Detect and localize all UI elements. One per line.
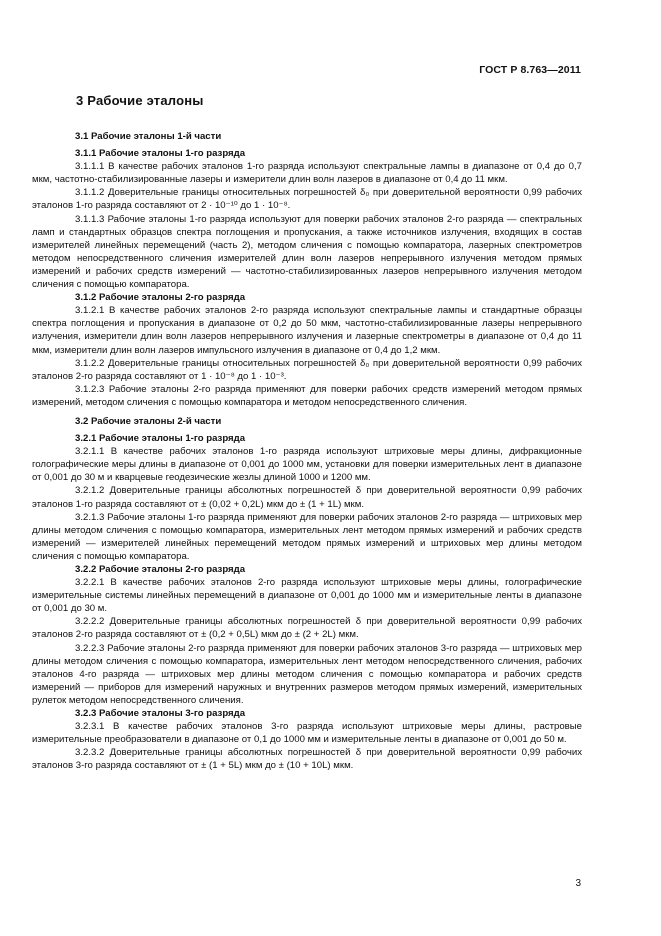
subsection-heading: 3.1.2 Рабочие эталоны 2-го разряда	[75, 292, 246, 304]
paragraph: 3.1.2.3 Рабочие эталоны 2-го разряда применяют для поверки рабочих средств измерений методом прямых измерений, методом сличения с помощью компаратора и методом непосредственного сличения.	[32, 383, 582, 408]
document-header: ГОСТ Р 8.763—2011	[479, 64, 581, 76]
subsection-heading: 3.2.3 Рабочие эталоны 3-го разряда	[75, 708, 246, 720]
paragraph: 3.2.3.1 В качестве рабочих эталонов 3-го разряда используют штриховые меры длины, растровые измерительные преобразователи в диапазоне от 0,1 до 1000 мм и измерительные ленты в диапазоне от 0,001 до 50 м.	[32, 721, 582, 746]
paragraph: 3.2.1.2 Доверительные границы абсолютных погрешностей δ при доверительной вероятности 0,99 рабочих эталонов 1-го разряда составляют от ± (0,02 + 0,2L) мкм до ± (1 + 1L) мкм.	[32, 485, 582, 510]
subsection-heading: 3.1.1 Рабочие эталоны 1-го разряда	[75, 148, 246, 160]
subsection-heading: 3.2.1 Рабочие эталоны 1-го разряда	[75, 433, 246, 445]
section-title: 3 Рабочие эталоны	[76, 93, 204, 108]
paragraph: 3.2.2.3 Рабочие эталоны 2-го разряда применяют для поверки рабочих эталонов 3-го разряда — штриховых мер длины методом сличения с помощью компаратора, измерительных лент методом непосредственного сличения, рабочих эталонов 4-го разряда — штриховых мер длины методом сличения с помощью компаратора и рабочих средств измерений — приборов для измерений наружных и внутренних размеров методом прямых измерений, измерительных рулеток методом непосредственного сличения.	[32, 642, 582, 706]
paragraph: 3.2.1.3 Рабочие эталоны 1-го разряда применяют для поверки рабочих эталонов 2-го разряда — штриховых мер длины методом сличения с помощью компаратора, измерительных лент методом прямых измерений и рабочих средств измерений — измерителей линейных перемещений методом прямых измерений и штриховых мер длины методом сличения с помощью компаратора.	[32, 511, 582, 562]
paragraph: 3.2.2.2 Доверительные границы абсолютных погрешностей δ при доверительной вероятности 0,99 рабочих эталонов 2-го разряда составляют от ± (0,2 + 0,5L) мкм до ± (2 + 2L) мкм.	[32, 616, 582, 641]
paragraph: 3.1.1.3 Рабочие эталоны 1-го разряда используют для поверки рабочих эталонов 2-го разряда — спектральных ламп и стандартных образцов спектра поглощения и пропускания, а также источников излучения, входящих в состав измерителей линейных перемещений (часть 2), методом сличения с помощью компаратора, лазерных спектрометров методом непосредственного сличения измерителей длин волн лазеров непрерывного излучения методом прямых измерений и рабочих средств измерений — частотно-стабилизированных лазеров непрерывного излучения методом сличения с помощью компаратора.	[32, 213, 582, 291]
document-body	[32, 124, 582, 773]
paragraph: 3.1.2.2 Доверительные границы относительных погрешностей δ₀ при доверительной вероятности 0,99 рабочих эталонов 2-го разряда составляют от 1 · 10⁻⁸ до 1 · 10⁻³.	[32, 357, 582, 382]
paragraph: 3.2.1.1 В качестве рабочих эталонов 1-го разряда используют штриховые меры длины, дифракционные голографические меры длины в диапазоне от 0,001 до 1000 мм, установки для поверки измерительных лент в диапазоне от 0,001 до 30 м и кварцевые геодезические жезлы длиной 1000 и 1200 мм.	[32, 446, 582, 484]
paragraph: 3.2.2.1 В качестве рабочих эталонов 2-го разряда используют штриховые меры длины, голографические измерительные системы линейных перемещений в диапазоне от 0,001 до 1000 мм и измерительные ленты в диапазоне от 0,001 до 30 м.	[32, 577, 582, 615]
paragraph: 3.1.1.2 Доверительные границы относительных погрешностей δ₀ при доверительной вероятности 0,99 рабочих эталонов 1-го разряда составляют от 2 · 10⁻¹⁰ до 1 · 10⁻⁸.	[32, 187, 582, 212]
paragraph: 3.1.1.1 В качестве рабочих эталонов 1-го разряда используют спектральные лампы в диапазоне от 0,4 до 0,7 мкм, частотно-стабилизированные лазеры и измерители длин волн лазеров в диапазоне от 0,4 до 11 мкм.	[32, 161, 582, 186]
paragraph: 3.1.2.1 В качестве рабочих эталонов 2-го разряда используют спектральные лампы и стандартные образцы спектра поглощения и пропускания в диапазоне от 0,2 до 50 мкм, частотно-стабилизированные лазеры непрерывного излучения, измерители длин волн лазеров непрерывного излучения и лазерные спектрометры в диапазоне от 0,4 до 11 мкм, измерители длин волн лазеров импульсного излучения в диапазоне от 0,4 до 1,2 мкм.	[32, 305, 582, 356]
page-number: 3	[575, 878, 581, 889]
subsection-heading: 3.2 Рабочие эталоны 2-й части	[75, 415, 222, 427]
paragraph: 3.2.3.2 Доверительные границы абсолютных погрешностей δ при доверительной вероятности 0,99 рабочих эталонов 3-го разряда составляют от ± (1 + 5L) мкм до ± (10 + 10L) мкм.	[32, 747, 582, 772]
subsection-heading: 3.1 Рабочие эталоны 1-й части	[75, 131, 222, 142]
subsection-heading: 3.2.2 Рабочие эталоны 2-го разряда	[75, 564, 246, 575]
